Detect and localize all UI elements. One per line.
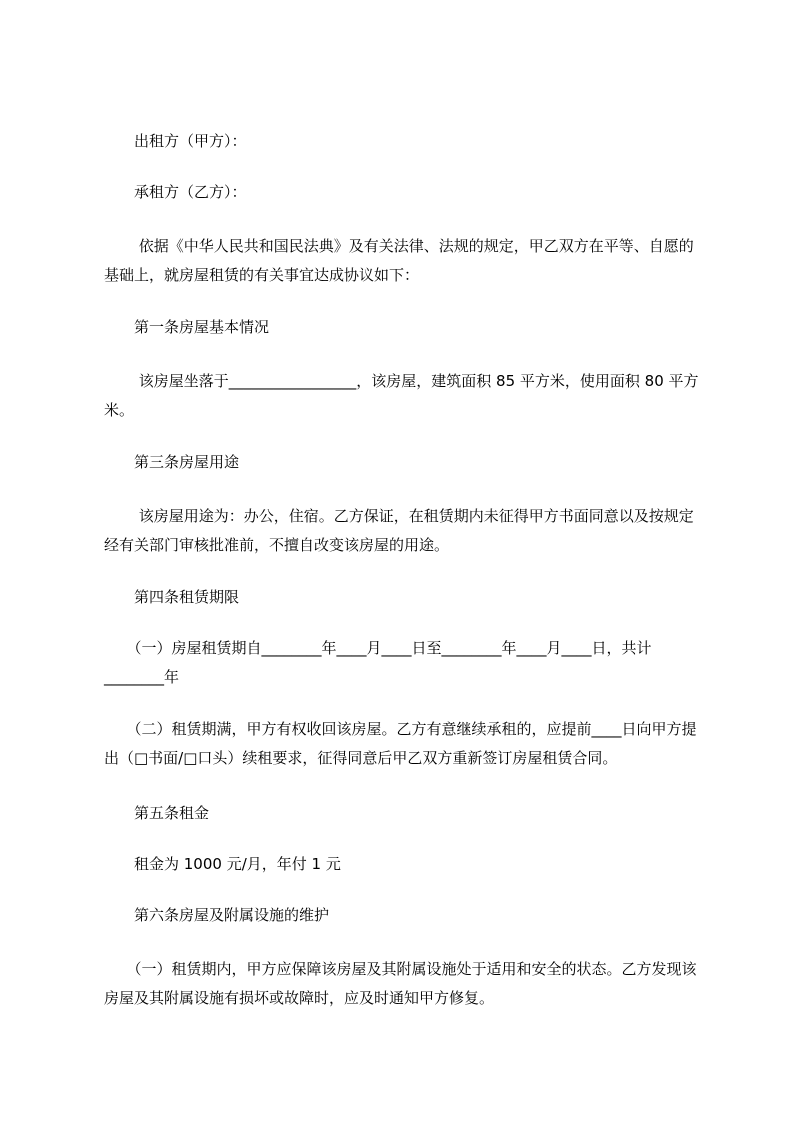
preamble-paragraph: 依据《中华人民共和国民法典》及有关法律、法规的规定，甲乙双方在平等、自愿的基础上，就房屋租赁的有关事宜达成协议如下：	[104, 237, 694, 284]
rent-line: 租金为 1000 元/月，年付 1 元	[104, 855, 341, 873]
maintenance-paragraph: （一）租赁期内，甲方应保障该房屋及其附属设施处于适用和安全的状态。乙方发现该房屋及其附属设施有损坏或故障时，应及时通知甲方修复。	[104, 960, 697, 1007]
article-3-heading: 第三条房屋用途	[104, 453, 240, 471]
lease-term-paragraph: （一）房屋租赁期自________年____月____日至________年____月____日，共计________年	[104, 639, 652, 686]
article-1-heading: 第一条房屋基本情况	[104, 318, 270, 336]
article-5-heading: 第五条租金	[104, 804, 210, 822]
article-4-heading: 第四条租赁期限	[104, 588, 240, 606]
lessee-line: 承租方（乙方）：	[104, 183, 247, 201]
property-info-paragraph: 该房屋坐落于_________________，该房屋，建筑面积 85 平方米，使用面积 80 平方米。	[104, 372, 699, 419]
article-6-heading: 第六条房屋及附属设施的维护	[104, 906, 330, 924]
lease-renewal-paragraph: （二）租赁期满，甲方有权收回该房屋。乙方有意继续承租的，应提前____日向甲方提出（□书面/□口头）续租要求，征得同意后甲乙双方重新签订房屋租赁合同。	[104, 720, 697, 767]
property-use-paragraph: 该房屋用途为：办公，住宿。乙方保证，在租赁期内未征得甲方书面同意以及按规定经有关部门审核批准前，不擅自改变该房屋的用途。	[104, 507, 694, 554]
lessor-line: 出租方（甲方）：	[104, 132, 247, 150]
